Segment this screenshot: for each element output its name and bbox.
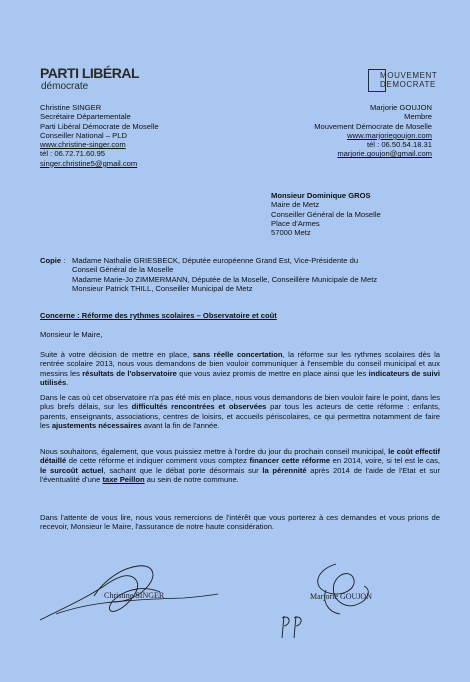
p3-text-e: en 2014, voire, si tel est le cas, [330,456,440,466]
p1-bold-b: sans réelle concertation [192,350,283,359]
sender-right [232,103,432,159]
signature-right-name: Marjorie GOUJON [310,592,372,601]
recipient-line3: Place d'Armes [271,218,320,228]
sender-left-name: Christine SINGER [40,103,102,112]
sender-left-phone: tél : 06.72.71.60.95 [40,149,106,159]
sender-right-email-link[interactable]: marjorie.goujon@gmail.com [337,149,432,159]
sender-left-role2: Parti Libéral Démocrate de Moselle [40,121,159,131]
modem-logo-line2: DEMOCRATE [380,80,436,89]
copy-label-group [40,256,72,265]
p2-text-c: par tous les acteurs de cette réforme : enfants, parents, enseignants, associations, centres de loisirs, et accueils périscolaires, ce qui permettra notamment de faire les [40,402,440,430]
p3-text-g: , sachant que le débat porte désormais sur [103,465,263,475]
copy-line3: Monsieur Patrick THILL, Conseiller Municipal de Metz [72,283,253,293]
signature-left-name: Christine SINGER [104,591,165,600]
p1-text-a: Suite à votre décision de mettre en place, [40,350,193,359]
p2-bold-d: ajustements nécessaires [51,420,142,430]
recipient-block [271,191,461,237]
p1-bold-f: indicateurs de suivi utilisés [40,368,440,387]
p1-text-g: . [66,377,69,387]
copy-label-sep: : [61,256,66,265]
copy-line1: Madame Nathalie GRIESBECK, Députée européenne Grand Est, Vice-Présidente du [72,256,359,265]
recipient-line1: Maire de Metz [271,200,320,210]
p3-bold-b: le coût effectif détaillé [40,447,440,466]
p1-text-c: , la réforme sur les rythmes scolaires dès la rentrée scolaire 2013, nous vous demandons de bien vouloir communiquer à l'ensemble du conseil municipal et aux messins les [40,350,440,378]
copy-line1b: Conseil Général de la Moselle [72,265,174,275]
p3-text-a: Nous souhaitons, également, que vous puissiez mettre à l'ordre du jour du prochain conseil municipal, [40,447,389,456]
recipient-name: Monsieur Dominique GROS [271,191,371,200]
sender-right-name: Marjorie GOUJON [369,103,432,112]
modem-logo [368,69,440,93]
pld-logo-title: PARTI LIBÉRAL [40,65,140,81]
salutation: Monsieur le Maire, [40,330,103,339]
p2-text-e: avant la fin de l'année. [141,420,220,430]
sender-left-role1: Secrétaire Départementale [40,112,131,122]
p1-text-e: que vous aviez promis de mettre en place ainsi que les [176,368,369,378]
sender-right-role2: Mouvement Démocrate de Moselle [314,121,432,131]
p3-bold-f: le surcoût actuel [40,465,104,475]
sender-left-website-link[interactable]: www.christine-singer.com [40,140,126,150]
pld-logo-subtitle: démocrate [41,81,89,92]
sender-right-phone: tél : 06.50.54.18.31 [366,140,432,150]
p2-text-a: Dans le cas où cet observatoire n'a pas été mis en place, nous vous demandons de bien vouloir faire le point, dans les plus brefs délais, sur les [40,393,440,412]
p2-bold-b: difficultés rencontrées et observées [131,402,267,412]
recipient-line2: Conseiller Général de la Moselle [271,209,381,219]
sender-left-role3: Conseiller National – PLD [40,130,127,140]
sender-right-role1: Membre [404,112,432,122]
sender-left [40,103,230,168]
p1-bold-d: résultats de l'observatoire [82,368,177,378]
p3-text-c: de cette réforme et indiquer comment vous comptez [66,456,250,466]
paragraph-3 [40,447,440,484]
paragraph-2 [40,393,440,430]
modem-logo-line1: MOUVEMENT [380,71,438,80]
p3-bold-j: taxe Peillon [102,474,145,484]
copy-line2: Madame Marie-Jo ZIMMERMANN, Députée de la Moselle, Conseillère Municipale de Metz [72,274,378,284]
pld-logo [40,66,139,92]
paragraph-4: Dans l'attente de vous lire, nous vous remercions de l'intérêt que vous porterez à ces demandes et vous prions de recevoir, Monsieur le Maire, l'assurance de notre haute considération. [40,513,440,532]
subject-line: Concerne : Réforme des rythmes scolaires – Observatoire et coût [40,311,277,320]
signature-right-scribble [276,560,396,642]
sender-left-email-link[interactable]: singer.christine5@gmail.com [40,158,138,168]
p3-bold-d: financer cette réforme [249,456,331,466]
paragraph-1 [40,350,440,387]
copy-block [40,256,440,293]
p3-bold-h: la pérennité [262,465,307,475]
copy-label: Copie [40,256,62,265]
recipient-line4: 57000 Metz [271,228,311,238]
sender-right-website-link[interactable]: www.marjoriegoujon.com [347,130,432,140]
p3-text-i: après 2014 de l'aide de l'Etat et sur l'éventualité d'une [40,465,441,484]
p3-text-k: au sein de notre commune. [144,474,239,484]
